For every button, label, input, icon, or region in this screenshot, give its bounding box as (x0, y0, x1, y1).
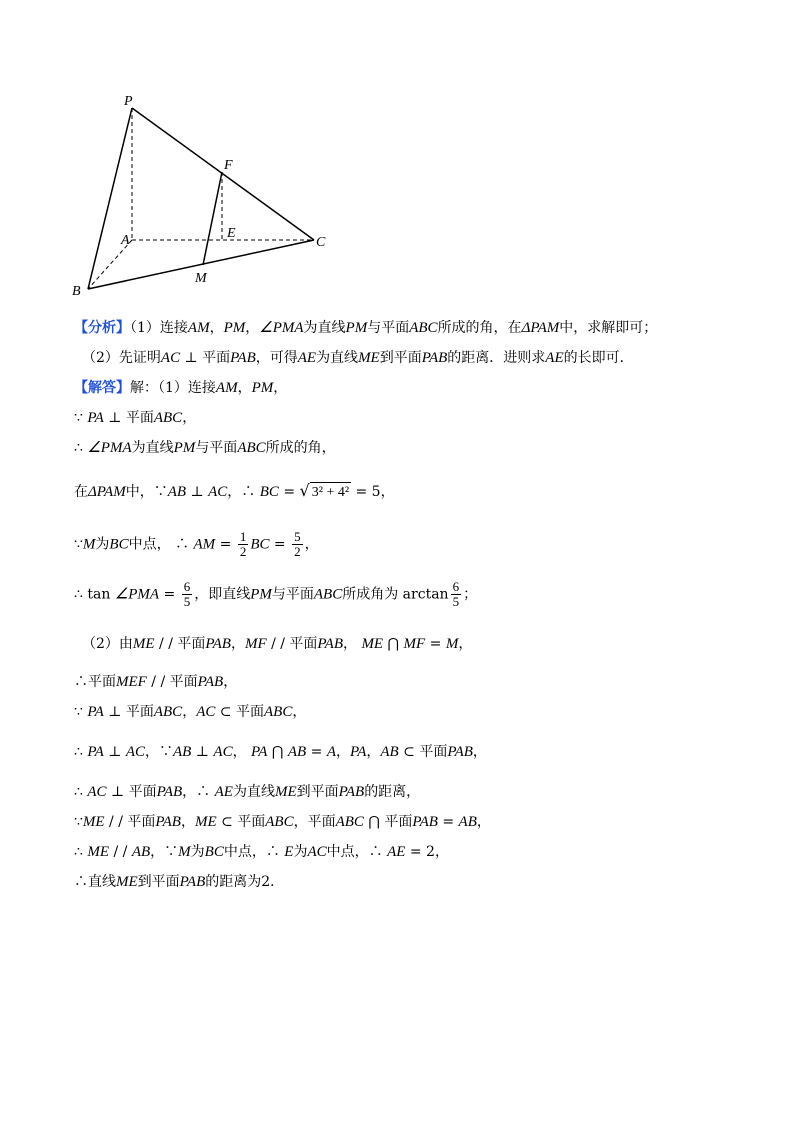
math-symbol: PAB (155, 814, 181, 830)
math-symbol: PAB (179, 874, 206, 890)
fraction-denominator: 5 (183, 594, 191, 609)
text-run: ⊥ 平面 (103, 410, 154, 426)
edge-PB (88, 108, 132, 289)
math-symbol: BC (250, 536, 270, 553)
text-run: = (425, 636, 446, 652)
math-symbol: PAB (447, 744, 473, 760)
text-run: = (278, 484, 300, 500)
text-run: 与平面 (367, 320, 410, 336)
math-symbol: M (82, 536, 96, 553)
label-M: M (195, 271, 207, 286)
text-run: ∵ (74, 536, 83, 553)
text-run: ⋂ (267, 744, 288, 760)
math-symbol: PM (223, 320, 246, 336)
text-run: ∴ (74, 844, 88, 860)
edge-PC (132, 108, 314, 240)
math-symbol: ME (274, 784, 297, 800)
text-run: ⊥ 平面 (103, 704, 154, 720)
math-symbol: ABC (153, 410, 183, 426)
text-run: ⊥ 平面 (106, 784, 157, 800)
fraction (292, 530, 303, 559)
text-run: ∴ tan (74, 586, 115, 603)
label-P: P (124, 94, 133, 109)
solution-line (82, 634, 472, 654)
math-symbol: PA (87, 704, 104, 720)
text-run: ， (335, 744, 350, 760)
radicand: 3² + 4² (310, 482, 351, 503)
math-symbol: ΔPAM (521, 320, 560, 336)
text-run: 的距离．进则求 (447, 350, 546, 366)
text-run: 与平面 (271, 586, 314, 603)
text-run: = 5， (351, 484, 395, 500)
text-run: ， (304, 536, 319, 553)
math-symbol: M (445, 636, 459, 652)
math-symbol: PA (87, 744, 104, 760)
text-run: ∵ (74, 704, 88, 720)
analysis-line-2 (82, 348, 634, 368)
text-run: 所成角为 arctan (342, 586, 449, 603)
text-run: = (306, 744, 327, 760)
text-run: 到平面 (137, 874, 180, 890)
text-run: ， (223, 674, 238, 690)
fraction-numerator: 6 (452, 579, 460, 594)
text-run: ， (182, 410, 197, 426)
text-run: / / 平面 (146, 674, 198, 690)
math-symbol: PA (251, 744, 268, 760)
math-symbol: ME (361, 636, 384, 652)
math-symbol: PAB (205, 636, 231, 652)
text-run: ∴ (74, 744, 88, 760)
text-run: 中，∵ (125, 484, 168, 500)
text-run: 所成的角，在 (437, 320, 522, 336)
math-symbol: ME (194, 814, 217, 830)
text-run: ⊂ 平面 (216, 814, 266, 830)
math-symbol: BC (204, 844, 224, 860)
text-run: ， (273, 380, 288, 396)
math-symbol: ME (116, 874, 138, 890)
solution-line (74, 842, 449, 862)
text-run: 中点， ∴ (128, 536, 194, 553)
math-symbol: AM (187, 320, 210, 336)
text-run: ⊥ (186, 484, 209, 500)
math-symbol: ABC (335, 814, 364, 830)
math-symbol: PAB (230, 350, 256, 366)
pyramid-figure (60, 85, 360, 300)
label-A: A (121, 233, 130, 248)
text-run: = 2， (405, 844, 449, 860)
text-run: 的长即可． (563, 350, 634, 366)
text-run: 到平面 (296, 784, 339, 800)
text-run: ⊂ 平面 (398, 744, 448, 760)
math-symbol: ABC (153, 704, 183, 720)
text-run: ， (366, 744, 381, 760)
text-run: ，∵ (145, 744, 174, 760)
text-run: 为 (190, 844, 205, 860)
text-run: ⊥ (103, 744, 126, 760)
text-run: ∴平面 (74, 674, 116, 690)
text-run: 到平面 (379, 350, 422, 366)
fraction-denominator: 2 (294, 544, 301, 559)
text-run: / / 平面 (154, 636, 206, 652)
text-run: 的距离， (364, 784, 421, 800)
math-symbol: ME (132, 636, 155, 652)
math-symbol: AB (131, 844, 151, 860)
math-symbol: AB (287, 744, 307, 760)
math-symbol: AM (193, 536, 216, 553)
text-run: 中，求解即可； (559, 320, 658, 336)
solution-header (74, 378, 287, 398)
text-run: ， (237, 380, 252, 396)
text-run: ∴直线 (74, 874, 116, 890)
math-symbol: AC (307, 844, 327, 860)
math-symbol: MF (403, 636, 426, 652)
text-run: ∵ (74, 814, 83, 830)
math-symbol: ΔPAM (88, 484, 126, 500)
math-symbol: AE (545, 350, 564, 366)
math-symbol: PAB (412, 814, 438, 830)
math-symbol: PAB (421, 350, 448, 366)
text-run: ⊥ (191, 744, 214, 760)
solution-line (74, 672, 237, 692)
math-symbol: AE (214, 784, 233, 800)
math-symbol: AC (208, 484, 228, 500)
solution-line (74, 530, 319, 559)
text-run: ， (232, 744, 252, 760)
fraction-numerator: 1 (239, 529, 247, 544)
text-run: ，∴ (182, 784, 215, 800)
math-symbol: PM (251, 380, 274, 396)
solution-line (74, 580, 477, 609)
math-symbol: PA (349, 744, 367, 760)
text-run: 为直线 (303, 320, 346, 336)
math-symbol: AB (458, 814, 477, 830)
text-run: ⋂ (383, 636, 404, 652)
fraction-numerator: 5 (294, 529, 301, 544)
radical-sign: √ (299, 481, 310, 500)
solution-line (74, 782, 420, 802)
solution-line (74, 812, 491, 832)
math-symbol: PM (345, 320, 368, 336)
text-run: 为 (95, 536, 110, 553)
math-symbol: ME (87, 844, 110, 860)
text-run: （2）先证明 (82, 350, 161, 366)
text-run: ，平面 (293, 814, 336, 830)
text-run: ， (292, 704, 307, 720)
text-run: （2）由 (82, 636, 133, 652)
math-symbol: E (284, 844, 294, 860)
section-tag: 【解答】 (74, 380, 130, 396)
math-symbol: AB (380, 744, 399, 760)
fraction-denominator: 5 (452, 594, 460, 609)
math-symbol: AC (125, 744, 146, 760)
text-run: 中点，∴ (223, 844, 285, 860)
solution-line (74, 702, 306, 722)
solution-line (74, 438, 336, 458)
math-symbol: ∠PMA (87, 440, 132, 456)
label-C: C (316, 235, 326, 250)
text-run: 解：（1）连接 (130, 380, 216, 396)
math-symbol: AE (297, 350, 317, 366)
math-symbol: PAB (317, 636, 343, 652)
text-run: ， (230, 636, 245, 652)
text-run: = (269, 536, 291, 553)
text-run: 与平面 (195, 440, 238, 456)
math-symbol: AC (87, 784, 107, 800)
text-run: ； (463, 586, 478, 603)
math-symbol: PM (173, 440, 196, 456)
text-run: 中点，∴ (326, 844, 388, 860)
text-run: 为 (293, 844, 308, 860)
math-symbol: ME (82, 814, 105, 830)
fraction-denominator: 2 (239, 544, 247, 559)
math-symbol: M (178, 844, 191, 860)
math-symbol: AC (196, 704, 216, 720)
math-symbol: PAB (338, 784, 365, 800)
text-run: 为直线 (131, 440, 174, 456)
math-symbol: ABC (313, 586, 343, 603)
math-symbol: MEF (116, 674, 147, 690)
solution-line (74, 408, 196, 428)
text-run: ， (458, 636, 473, 652)
text-run: ， (342, 636, 362, 652)
math-symbol: BC (259, 484, 279, 500)
text-run: ，可得 (255, 350, 298, 366)
text-run: ，∵ (150, 844, 179, 860)
analysis-line-1 (74, 318, 657, 338)
text-run: 所成的角， (265, 440, 336, 456)
math-symbol: ∠PMA (259, 320, 304, 336)
text-run: ， (182, 704, 197, 720)
text-run: 为直线 (232, 784, 275, 800)
text-run: ∴ (74, 784, 88, 800)
text-run: = (159, 586, 180, 603)
text-run: ⊥ 平面 (180, 350, 231, 366)
math-symbol: PAB (197, 674, 224, 690)
section-tag: 【分析】 (74, 320, 130, 336)
text-run: （1）连接 (130, 320, 188, 336)
text-run: = (437, 814, 459, 830)
math-symbol: AC (160, 350, 181, 366)
solution-line (74, 481, 395, 503)
math-symbol: PA (87, 410, 104, 426)
text-run: 为直线 (316, 350, 359, 366)
text-run: ∴ (74, 440, 88, 456)
math-symbol: AB (167, 484, 187, 500)
text-run: ， (245, 320, 260, 336)
math-symbol: ABC (237, 440, 266, 456)
fraction (238, 530, 249, 559)
label-E: E (227, 226, 236, 241)
label-F: F (224, 158, 233, 173)
text-run: ，∴ (227, 484, 260, 500)
text-run: ⊂ 平面 (215, 704, 264, 720)
text-run: ∵ (74, 410, 88, 426)
math-symbol: PAB (156, 784, 183, 800)
fraction-numerator: 6 (183, 579, 191, 594)
solution-line (74, 872, 284, 892)
text-run: 的距离为2． (205, 874, 285, 890)
math-symbol: AM (215, 380, 238, 396)
math-symbol: ABC (265, 814, 294, 830)
math-symbol: AE (387, 844, 406, 860)
text-run: ， (472, 744, 487, 760)
text-run: ，即直线 (194, 586, 251, 603)
math-symbol: AB (173, 744, 192, 760)
math-symbol: MF (244, 636, 267, 652)
text-run: ， (476, 814, 491, 830)
math-symbol: ME (358, 350, 380, 366)
math-symbol: AC (213, 744, 233, 760)
math-symbol: PM (250, 586, 272, 603)
math-symbol: ∠PMA (114, 586, 160, 603)
text-run: 在 (74, 484, 88, 500)
text-run: ⋂ 平面 (363, 814, 413, 830)
math-symbol: ABC (264, 704, 293, 720)
edge-FM (203, 172, 222, 265)
text-run: ， (180, 814, 195, 830)
math-symbol: BC (109, 536, 129, 553)
label-B: B (72, 284, 81, 299)
math-symbol: A (326, 744, 336, 760)
text-run: ， (209, 320, 224, 336)
text-run: / / 平面 (266, 636, 318, 652)
fraction (451, 580, 462, 609)
text-run: / / 平面 (104, 814, 156, 830)
math-symbol: ABC (409, 320, 438, 336)
solution-line (74, 742, 487, 762)
text-run: = (215, 536, 236, 553)
text-run: / / (109, 844, 132, 860)
fraction (182, 580, 193, 609)
